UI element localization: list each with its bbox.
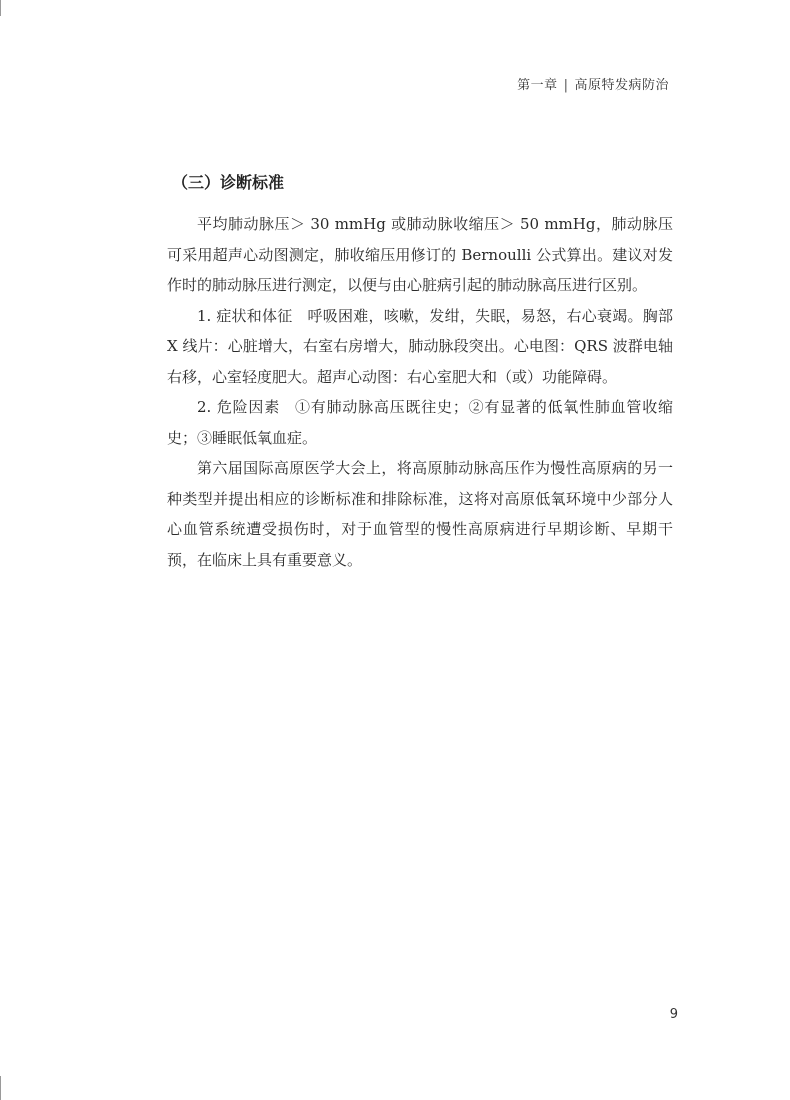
chapter-title: 高原特发病防治 [574,78,669,93]
item-label-symptoms: 1. 症状和体征 [197,306,293,325]
page-number: 9 [669,1007,678,1022]
paragraph-text: 呼吸困难，咳嗽，发绀，失眠，易怒，右心衰竭。胸部 X 线片：心脏增大，右室右房增大，肺动脉段突出。心电图：QRS 波群电轴右移，心室轻度肥大。超声心动图：右心室肥大和（或）功能障碍。 [167,306,673,386]
paragraph-symptoms [167,301,673,393]
paragraph-text: ①有肺动脉高压既往史；②有显著的低氧性肺血管收缩史；③睡眠低氧血症。 [167,398,673,447]
paragraph-risk-factors [167,392,673,453]
chapter-label: 第一章 [517,78,558,93]
item-label-risk-factors: 2. 危险因素 [197,398,280,416]
paragraph-text: 第六届国际高原医学大会上，将高原肺动脉高压作为慢性高原病的另一种类型并提出相应的诊断标准和排除标准，这将对高原低氧环境中少部分人心血管系统遭受损伤时，对于血管型的慢性高原病进行早期诊断、早期干预，在临床上具有重要意义。 [167,459,673,569]
body-text [167,209,673,575]
crop-mark-bottom [0,1076,1,1100]
paragraph-text: 平均肺动脉压＞ 30 mmHg 或肺动脉收缩压＞ 50 mmHg，肺动脉压可采用超声心动图测定，肺收缩压用修订的 Bernoulli 公式算出。建议对发作时的肺动脉压进行测定，以便与由心脏病引起的肺动脉高压进行区别。 [167,215,673,294]
paragraph-criteria [167,209,673,301]
section-heading: （三）诊断标准 [172,173,285,192]
header-separator: | [563,78,569,93]
crop-mark-top [0,0,1,16]
paragraph-conference [167,453,673,575]
running-header [517,74,669,93]
